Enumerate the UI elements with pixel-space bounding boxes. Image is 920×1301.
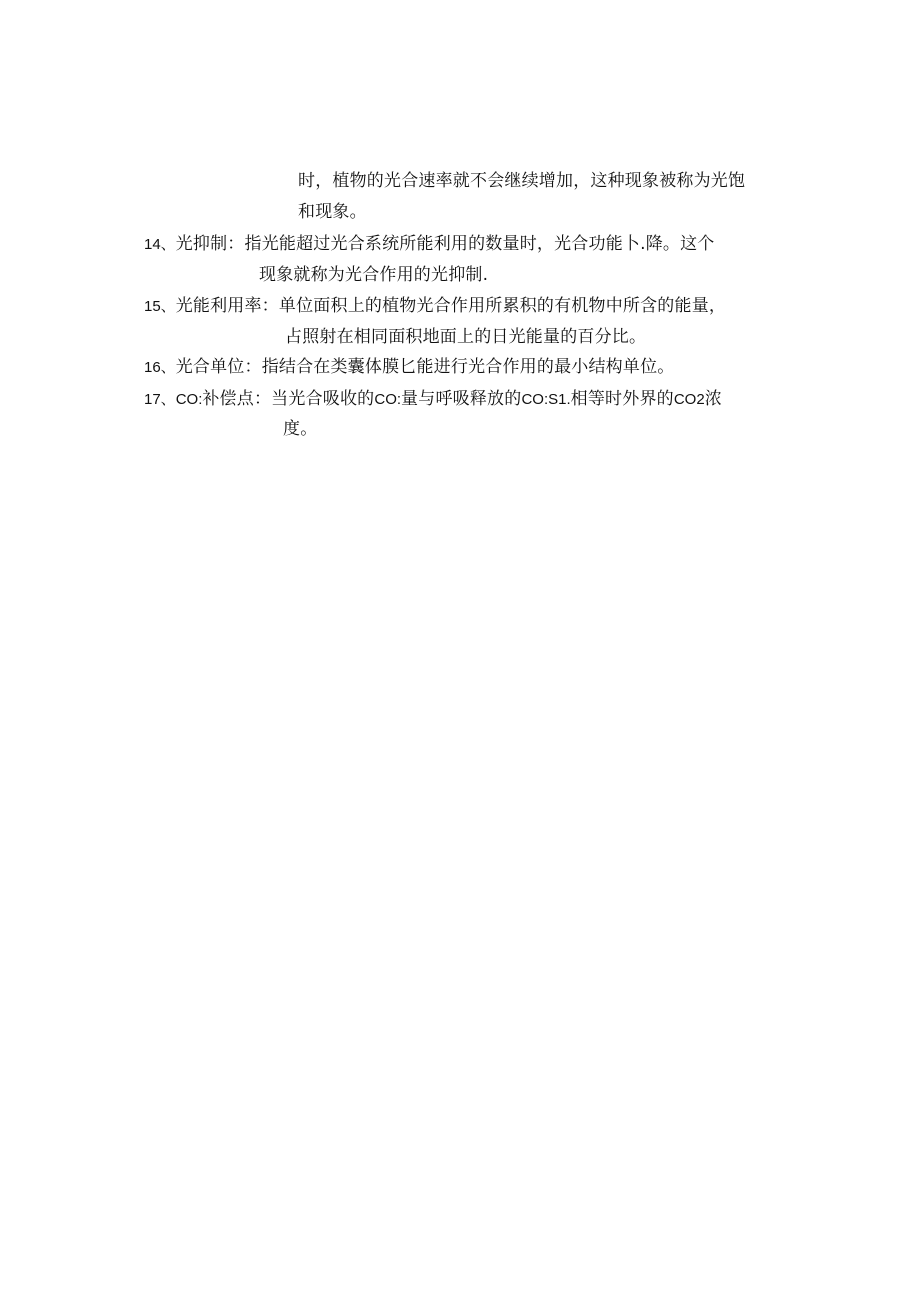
item-term: 光合单位： [175,357,262,377]
item-text-part: 当光合吸收的 [271,389,375,409]
definition-15-continuation: 占照射在相同面积地面上的日光能量的百分比。 [285,327,647,347]
item-text-part: CO: [374,391,402,408]
item-text-part: 相等时外界的 [570,389,674,409]
item-number: 15、 [144,298,176,315]
definition-17 [144,387,722,412]
item-text-part: 量与呼吸释放的 [401,389,522,409]
item-text-part: 浓 [704,389,722,409]
item-term: 光能利用率： [175,296,279,316]
item-number: 17、 [144,391,176,408]
item-number: 16、 [144,359,176,376]
definition-14-continuation: 现象就称为光合作用的光抑制. [259,265,489,285]
item-text-part: CO2 [673,391,705,408]
continuation-line-1: 时，植物的光合速率就不会继续增加，这种现象被称为光饱 [298,171,746,191]
item-term: 补偿点： [202,389,272,409]
item-number: 14、 [144,236,176,253]
item-term-prefix: CO: [175,391,203,408]
item-text: 指结合在类囊体膜匕能进行光合作用的最小结构单位。 [261,357,675,377]
item-text: 指光能超过光合系统所能利用的数量时，光合功能卜.降。这个 [244,234,715,254]
definition-17-continuation: 度。 [283,419,318,439]
item-text: 单位面积上的植物光合作用所累积的有机物中所含的能量， [278,296,727,316]
definition-15 [144,294,726,319]
item-term: 光抑制： [175,234,245,254]
item-text-part: CO:S1. [521,391,571,408]
definition-14 [144,232,715,257]
continuation-line-2: 和现象。 [298,202,367,222]
definition-16 [144,355,675,380]
